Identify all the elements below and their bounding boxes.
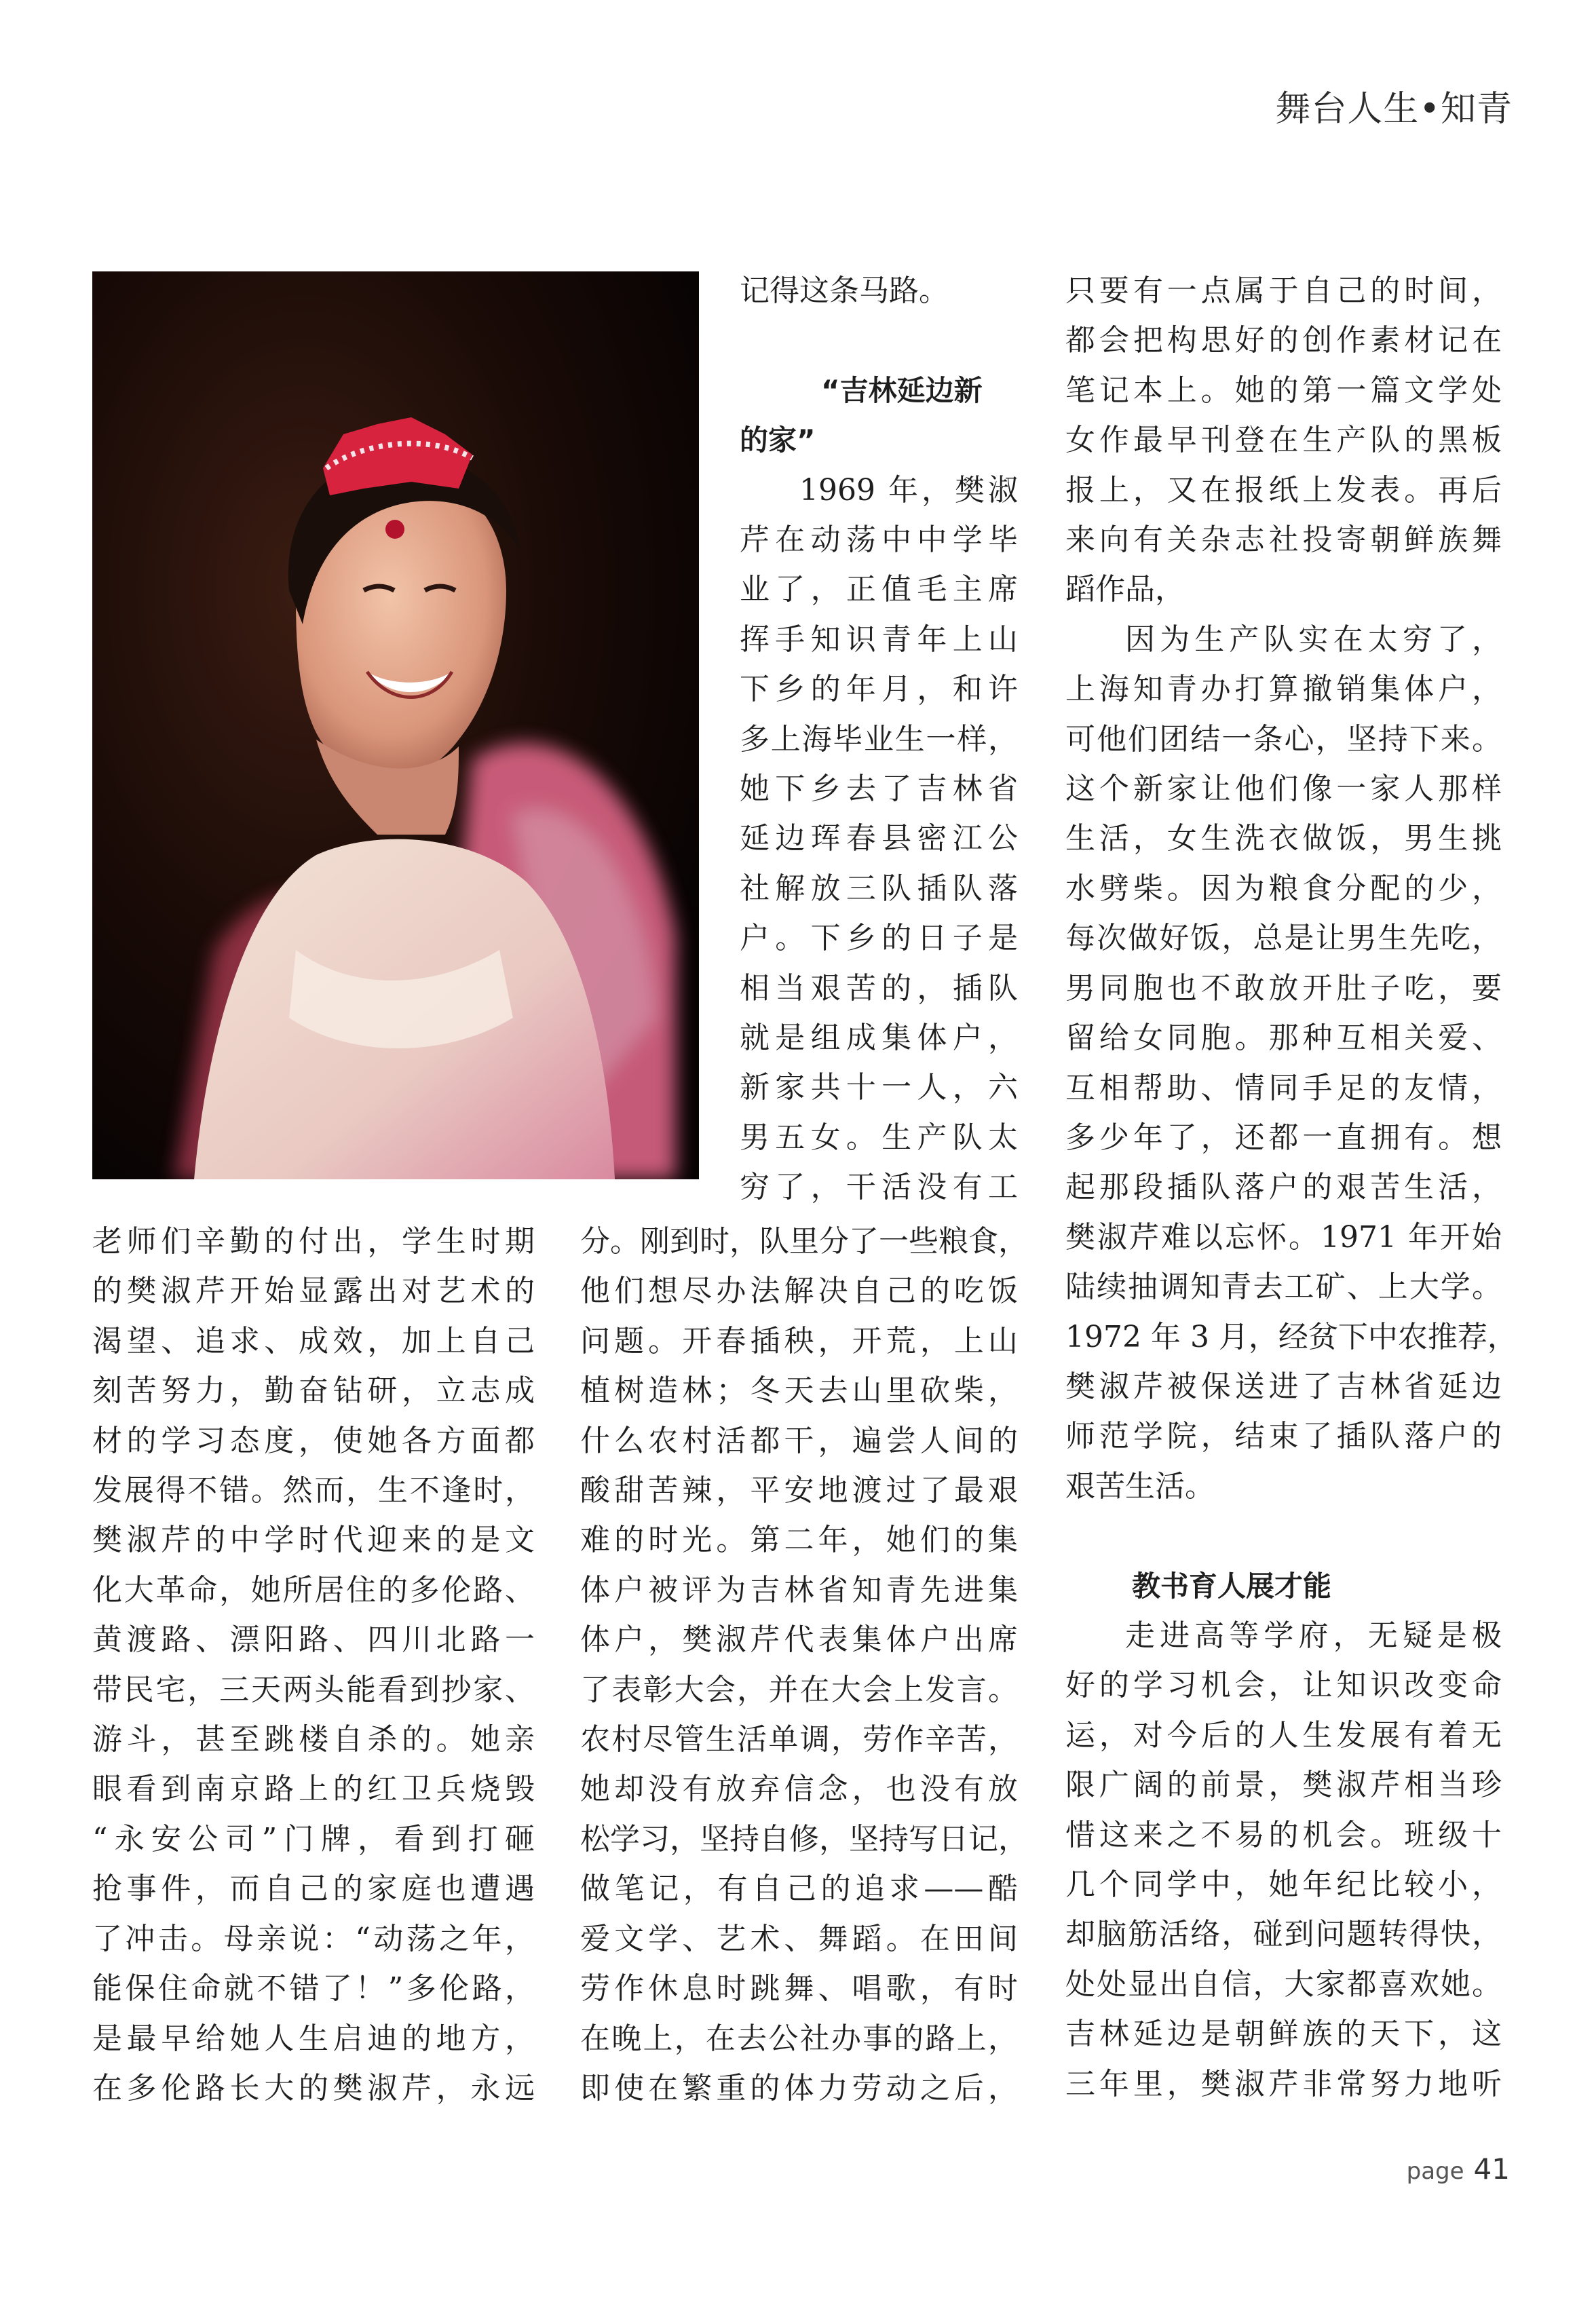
text-line: 发展得不错。然而，生不逢时，: [92, 1473, 535, 1508]
text-line: 爱文学、艺术、舞蹈。在田间: [580, 1921, 1018, 1956]
text-line: 刻苦努力，勤奋钻研，立志成: [92, 1373, 535, 1409]
text-line: 延边珲春县密江公: [740, 821, 1018, 856]
text-line: 来向有关杂志社投寄朝鲜族舞: [1065, 522, 1502, 558]
paragraph-gap: [1065, 1511, 1502, 1561]
text-line: 在多伦路长大的樊淑芹，永远: [92, 2070, 535, 2106]
text-line: 因为生产队实在太穷了，: [1125, 622, 1502, 657]
text-line: 他们想尽办法解决自己的吃饭: [580, 1274, 1018, 1309]
column-b-bottom: [580, 1217, 1028, 2113]
text-line: 报上，又在报纸上发表。再后: [1065, 472, 1502, 508]
text-line: 难的时光。第二年，她们的集: [580, 1523, 1018, 1558]
text-line: 眼看到南京路上的红卫兵烧毁: [92, 1772, 535, 1807]
text-line: 可他们团结一条心，坚持下来。: [1065, 721, 1502, 757]
text-line: 上海知青办打算撤销集体户，: [1065, 672, 1502, 707]
text-line: “永安公司”门牌，看到打砸: [92, 1821, 535, 1856]
text-line: 什么农村活都干，遍尝人间的: [580, 1423, 1018, 1458]
column-a: [92, 1217, 535, 2113]
text-line: 她下乡去了吉林省: [740, 772, 1018, 807]
text-line: 留给女同胞。那种互相关爱、: [1065, 1021, 1502, 1056]
text-line: 农村尽管生活单调，劳作辛苦，: [580, 1722, 1018, 1757]
column-c: [1065, 266, 1517, 2109]
text-line: 限广阔的前景，樊淑芹相当珍: [1065, 1768, 1502, 1803]
subheading-line: “吉林延边新: [821, 373, 983, 407]
text-line: 好的学习机会，让知识改变命: [1065, 1668, 1502, 1703]
text-line: 就是组成集体户，: [740, 1021, 1018, 1056]
text-line: 1969 年，樊淑: [799, 472, 1018, 508]
text-line: 挥手知识青年上山: [740, 622, 1018, 657]
text-line: 材的学习态度，使她各方面都: [92, 1423, 535, 1458]
dancer-illustration: [92, 271, 699, 1179]
text-line: 每次做好饭，总是让男生先吃，: [1065, 921, 1502, 956]
text-line: 生活，女生洗衣做饭，男生挑: [1065, 821, 1502, 856]
text-line: 互相帮助、情同手足的友情，: [1065, 1070, 1502, 1105]
column-b-top: [740, 266, 1018, 1213]
text-line: 都会把构思好的创作素材记在: [1065, 323, 1502, 358]
text-line: 只要有一点属于自己的时间，: [1065, 273, 1502, 308]
subheading-line: 的家”: [740, 423, 816, 457]
section-heading: 教书育人展才能: [1132, 1569, 1332, 1603]
text-line: 吉林延边是朝鲜族的天下，这: [1065, 2017, 1502, 2052]
dancer-photo: [92, 271, 699, 1179]
text-line: 运，对今后的人生发展有着无: [1065, 1717, 1502, 1753]
page-number: 41: [1473, 2152, 1510, 2186]
text-line: 社解放三队插队落: [740, 871, 1018, 906]
text-line: 能保住命就不错了！”多伦路，: [92, 1971, 535, 2006]
text-line: 松学习，坚持自修，坚持写日记，: [580, 1821, 1028, 1856]
text-line: 男同胞也不敢放开肚子吃，要: [1065, 970, 1502, 1006]
text-line: 黄渡路、漂阳路、四川北路一: [92, 1622, 535, 1658]
text-line: 下乡的年月，和许: [740, 672, 1018, 707]
text-line: 的樊淑芹开始显露出对艺术的: [92, 1274, 535, 1309]
text-line: 体户，樊淑芹代表集体户出席: [580, 1622, 1018, 1658]
text-line: 多上海毕业生一样，: [740, 721, 1018, 757]
text-line: 樊淑芹难以忘怀。1971 年开始: [1065, 1219, 1502, 1255]
text-line: 渴望、追求、成效，加上自己: [92, 1323, 535, 1358]
text-line: 几个同学中，她年纪比较小，: [1065, 1867, 1502, 1902]
text-line: 在晚上，在去公社办事的路上，: [580, 2021, 1018, 2056]
text-line: 问题。开春插秧，开荒，上山: [580, 1323, 1018, 1358]
text-line: 男五女。生产队太: [740, 1120, 1018, 1155]
text-line: 起那段插队落户的艰苦生活，: [1065, 1170, 1502, 1205]
text-line: 水劈柴。因为粮食分配的少，: [1065, 871, 1502, 906]
text-line: 分。刚到时，队里分了一些粮食，: [580, 1224, 1028, 1259]
text-line: 游斗，甚至跳楼自杀的。她亲: [92, 1722, 535, 1757]
text-line: 处处显出自信，大家都喜欢她。: [1065, 1966, 1502, 2002]
text-line: 蹈作品，: [1065, 572, 1185, 607]
text-line: 她却没有放弃信念，也没有放: [580, 1772, 1018, 1807]
text-line: 业了，正值毛主席: [740, 572, 1018, 607]
text-line: 即使在繁重的体力劳动之后，: [580, 2070, 1018, 2106]
text-line: 却脑筋活络，碰到问题转得快，: [1065, 1917, 1502, 1952]
text-line: 抢事件，而自己的家庭也遭遇: [92, 1871, 535, 1907]
text-line: 相当艰苦的，插队: [740, 970, 1018, 1006]
text-line: 化大革命，她所居住的多伦路、: [92, 1572, 535, 1607]
page-footer: [1407, 2152, 1510, 2186]
text-line: 酸甜苦辣，平安地渡过了最艰: [580, 1473, 1018, 1508]
text-line: 樊淑芹的中学时代迎来的是文: [92, 1523, 535, 1558]
text-line: 惜这来之不易的机会。班级十: [1065, 1817, 1502, 1852]
text-line: 三年里，樊淑芹非常努力地听: [1065, 2066, 1502, 2101]
text-line: 老师们辛勤的付出，学生时期: [92, 1224, 535, 1259]
text-line: 女作最早刊登在生产队的黑板: [1065, 423, 1502, 458]
text-line: 这个新家让他们像一家人那样: [1065, 772, 1502, 807]
text-line: 了冲击。母亲说：“动荡之年，: [92, 1921, 535, 1956]
section-label: 舞台人生•知青: [1275, 89, 1513, 130]
text-line: 户。下乡的日子是: [740, 921, 1018, 956]
text-line: 了表彰大会，并在大会上发言。: [580, 1672, 1018, 1707]
text-line: 穷了，干活没有工: [740, 1170, 1018, 1205]
text-line: 樊淑芹被保送进了吉林省延边: [1065, 1369, 1502, 1404]
text-line: 陆续抽调知青去工矿、上大学。: [1065, 1270, 1502, 1305]
text-line: 多少年了，还都一直拥有。想: [1065, 1120, 1502, 1155]
text-line: 体户被评为吉林省知青先进集: [580, 1572, 1018, 1607]
paragraph-gap: [740, 316, 1018, 365]
text-line: 走进高等学府，无疑是极: [1125, 1618, 1502, 1653]
text-line: 芹在动荡中中学毕: [740, 522, 1018, 558]
text-line: 师范学院，结束了插队落户的: [1065, 1419, 1502, 1454]
text-line: 新家共十一人，六: [740, 1070, 1018, 1105]
text-line: 记得这条马路。: [740, 273, 949, 308]
text-line: 笔记本上。她的第一篇文学处: [1065, 373, 1502, 408]
page-word: page: [1406, 2158, 1464, 2185]
text-line: 艰苦生活。: [1065, 1468, 1215, 1504]
text-line: 是最早给她人生启迪的地方，: [92, 2021, 535, 2056]
text-line: 1972 年 3 月，经贫下中农推荐，: [1065, 1319, 1517, 1354]
text-line: 植树造林；冬天去山里砍柴，: [580, 1373, 1018, 1409]
text-line: 劳作休息时跳舞、唱歌，有时: [580, 1971, 1018, 2006]
text-line: 带民宅，三天两头能看到抄家、: [92, 1672, 535, 1707]
text-line: 做笔记，有自己的追求——酷: [580, 1871, 1018, 1907]
